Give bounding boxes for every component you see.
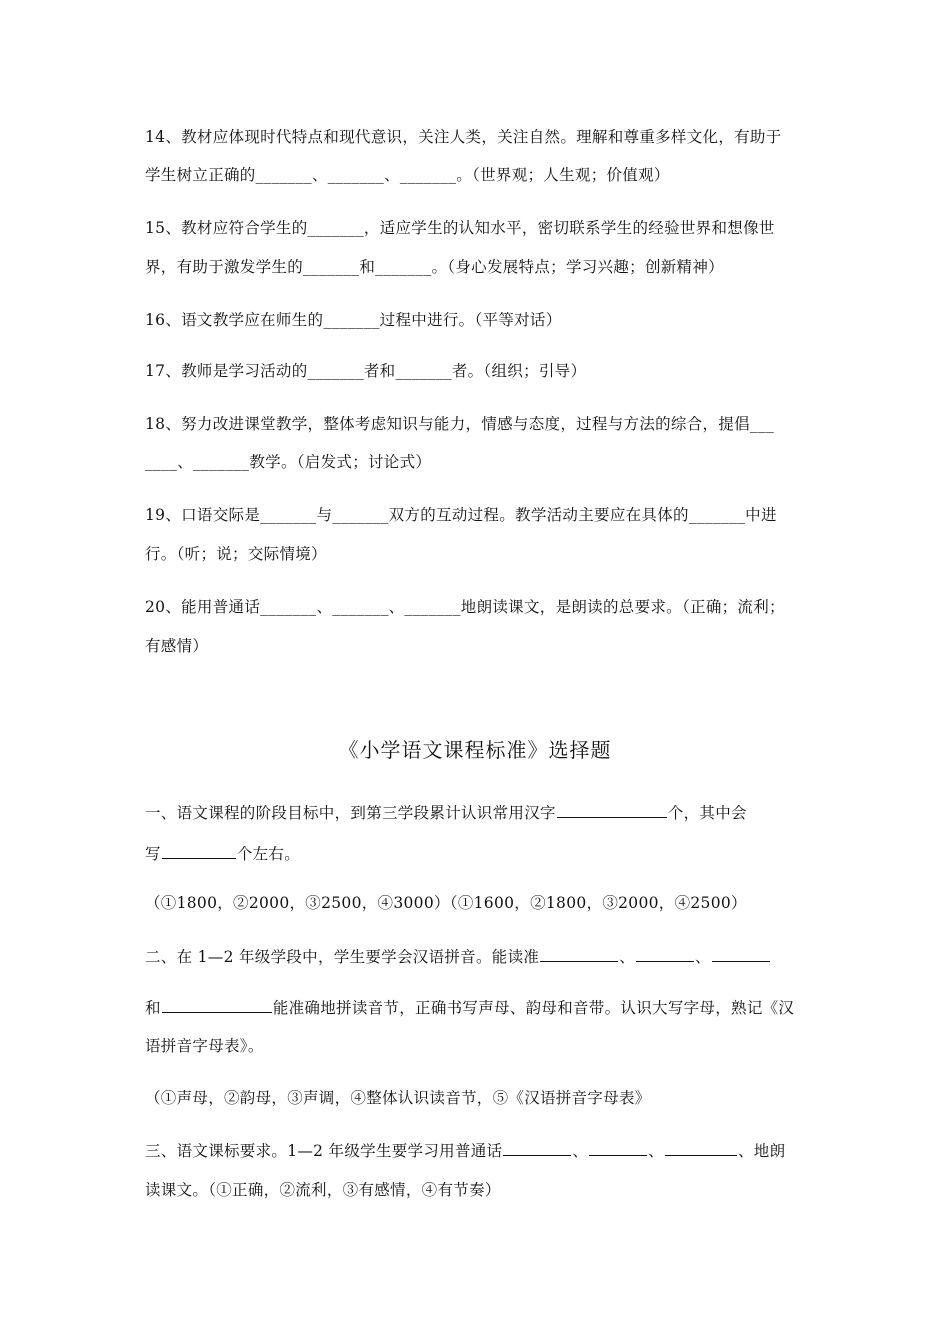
choice-1-options: （①1800，②2000，③2500，④3000）（①1600，②1800，③2000，④2500） [145,894,747,912]
section-title: 《小学语文课程标准》选择题 [338,738,612,762]
answer-blank[interactable] [636,946,694,962]
q17-line-1: 17、教师是学习活动的_______者和_______者。（组织；引导） [145,362,587,380]
q14-line-1: 14、教材应体现时代特点和现代意识，关注人类，关注自然。理解和尊重多样文化，有助于 [145,128,782,146]
choice-2-options: （①声母，②韵母，③声调，④整体认识读音节，⑤《汉语拼音字母表》 [145,1089,651,1107]
choice-2-sep-1: 、 [619,948,635,966]
choice-1-line-2 [145,843,810,864]
answer-blank[interactable] [589,1140,647,1156]
choice-2-sep-2: 、 [695,948,711,966]
choice-2-line-3: 语拼音字母表》。 [145,1037,264,1055]
choice-1-text-b: 个，其中会 [667,804,747,822]
choice-2-line-2 [145,997,810,1018]
choice-3-sep-3: 、地朗 [737,1142,786,1160]
q18-line-1: 18、努力改进课堂教学，整体考虑知识与能力，情感与态度，过程与方法的综合，提倡___ [145,415,775,433]
answer-blank[interactable] [665,1140,737,1156]
answer-blank[interactable] [540,946,618,962]
answer-blank[interactable] [557,802,667,818]
answer-blank[interactable] [712,946,770,962]
choice-3-sep-2: 、 [648,1142,664,1160]
choice-3-sep-1: 、 [572,1142,589,1160]
answer-blank[interactable] [503,1140,571,1156]
q15-line-2: 界，有助于激发学生的_______和_______。（身心发展特点；学习兴趣；创新精神） [145,258,724,276]
q14-line-2: 学生树立正确的_______、_______、_______。（世界观；人生观；价值观） [145,166,670,184]
choice-1-text-d: 个左右。 [236,845,301,863]
choice-1-text-a: 一、语文课程的阶段目标中，到第三学段累计认识常用汉字 [145,804,556,822]
q19-line-2: 行。（听；说；交际情境） [145,545,327,563]
choice-3-line-1 [145,1140,810,1161]
choice-3-text-a: 三、语文课标要求。1—2 年级学生要学习用普通话 [145,1142,503,1160]
choice-3-line-2: 读课文。（①正确，②流利，③有感情，④有节奏） [145,1181,501,1199]
q20-line-1: 20、能用普通话_______、_______、_______地朗读课文，是朗读的总要求。（正确；流利； [145,598,785,616]
q16-line-1: 16、语文教学应在师生的_______过程中进行。（平等对话） [145,311,562,329]
answer-blank[interactable] [162,843,236,859]
q20-line-2: 有感情） [145,637,209,655]
q15-line-1: 15、教材应符合学生的_______，适应学生的认知水平，密切联系学生的经验世界和想像世 [145,219,775,237]
choice-1-line-1 [145,802,810,823]
q18-line-2: ____、_______教学。（启发式；讨论式） [145,453,432,471]
answer-blank[interactable] [162,997,272,1013]
choice-2-text-c: 能准确地拼读音节，正确书写声母、韵母和音带。认识大写字母，熟记《汉 [272,999,795,1017]
choice-2-line-1 [145,946,810,967]
q19-line-1: 19、口语交际是_______与_______双方的互动过程。教学活动主要应在具体的_______中进 [145,506,777,524]
choice-1-text-c: 写 [145,845,161,863]
choice-2-text-a: 二、在 1—2 年级学段中，学生要学会汉语拼音。能读准 [145,948,540,966]
choice-2-text-b: 和 [145,999,161,1017]
